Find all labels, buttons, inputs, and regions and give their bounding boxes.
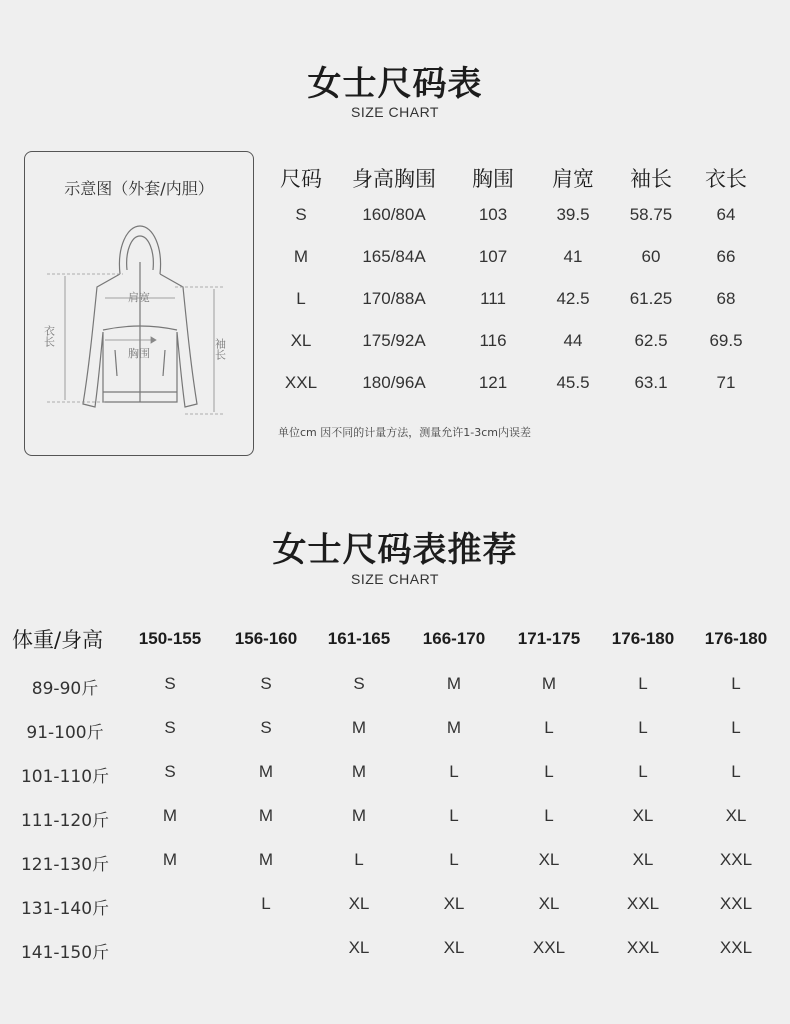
size-cell: 66 xyxy=(716,247,736,266)
size-cell: 71 xyxy=(716,373,736,392)
size-cell: 107 xyxy=(478,247,508,266)
size-cell: XL xyxy=(290,331,312,350)
recommend-cell: L xyxy=(731,718,741,737)
weight-row-label: 121-130斤 xyxy=(20,855,110,875)
height-col-header: 150-155 xyxy=(138,629,202,648)
recommend-cell: XXL xyxy=(719,850,753,869)
recommend-cell: XL xyxy=(725,806,747,825)
recommend-title: 女士尺码表推荐 xyxy=(272,530,518,570)
recommend-cell: L xyxy=(449,762,459,781)
diagram-caption: 示意图（外套/内胆） xyxy=(64,179,214,198)
weight-row-label: 111-120斤 xyxy=(20,811,110,831)
recommend-cell: L xyxy=(731,674,741,693)
label-shoulder: 肩宽 xyxy=(128,291,150,304)
recommend-cell: L xyxy=(544,718,554,737)
size-cell: 60 xyxy=(641,247,661,266)
recommend-cell: XXL xyxy=(626,894,660,913)
size-col-header: 身高胸围 xyxy=(352,167,436,191)
recommend-cell: S xyxy=(164,762,176,781)
size-cell: 42.5 xyxy=(556,289,590,308)
weight-row-label: 101-110斤 xyxy=(20,767,110,787)
height-col-header: 176-180 xyxy=(611,629,675,648)
recommend-cell: M xyxy=(541,674,557,693)
size-cell: 41 xyxy=(563,247,583,266)
height-col-header: 161-165 xyxy=(327,629,391,648)
recommend-cell: XL xyxy=(632,850,654,869)
recommend-cell: XXL xyxy=(626,938,660,957)
recommend-cell: L xyxy=(638,762,648,781)
size-cell: 63.1 xyxy=(634,373,668,392)
recommend-cell: XL xyxy=(348,894,370,913)
height-col-header: 171-175 xyxy=(517,629,581,648)
height-col-header: 156-160 xyxy=(234,629,298,648)
recommend-cell: L xyxy=(261,894,271,913)
label-length: 衣长 xyxy=(42,325,56,347)
size-chart-title: 女士尺码表 xyxy=(307,64,483,104)
recommend-cell: S xyxy=(164,718,176,737)
recommend-cell: S xyxy=(353,674,365,693)
size-cell: 170/88A xyxy=(362,289,426,308)
recommend-cell: XXL xyxy=(532,938,566,957)
recommend-cell: M xyxy=(351,718,367,737)
recommend-cell: M xyxy=(446,718,462,737)
size-chart-subtitle: SIZE CHART xyxy=(351,104,439,120)
recommend-cell: S xyxy=(164,674,176,693)
recommend-cell: M xyxy=(446,674,462,693)
measurement-note: 单位cm 因不同的计量方法，测量允许1-3cm内误差 xyxy=(278,426,531,439)
recommend-cell: M xyxy=(162,806,178,825)
recommend-cell: XXL xyxy=(719,938,753,957)
size-col-header: 尺码 xyxy=(280,167,322,191)
recommend-cell: L xyxy=(354,850,364,869)
size-cell: 103 xyxy=(478,205,508,224)
recommend-cell: L xyxy=(544,762,554,781)
weight-height-corner: 体重/身高 xyxy=(12,628,104,652)
size-col-header: 胸围 xyxy=(472,167,514,191)
recommend-cell: XL xyxy=(538,850,560,869)
recommend-cell: L xyxy=(449,850,459,869)
recommend-cell: M xyxy=(162,850,178,869)
recommend-cell: XL xyxy=(348,938,370,957)
size-cell: 64 xyxy=(716,205,736,224)
weight-row-label: 131-140斤 xyxy=(20,899,110,919)
size-cell: 165/84A xyxy=(362,247,426,266)
recommend-cell: L xyxy=(731,762,741,781)
size-cell: 111 xyxy=(480,289,506,308)
recommend-cell: XXL xyxy=(719,894,753,913)
size-cell: 44 xyxy=(563,331,583,350)
size-cell: L xyxy=(296,289,306,308)
weight-row-label: 91-100斤 xyxy=(26,723,104,743)
size-col-header: 肩宽 xyxy=(552,167,594,191)
size-col-header: 衣长 xyxy=(705,167,747,191)
recommend-cell: S xyxy=(260,718,272,737)
size-cell: 175/92A xyxy=(362,331,426,350)
recommend-cell: M xyxy=(351,806,367,825)
recommend-cell: XL xyxy=(632,806,654,825)
size-cell: 58.75 xyxy=(629,205,673,224)
size-col-header: 袖长 xyxy=(630,167,672,191)
recommend-cell: L xyxy=(544,806,554,825)
weight-row-label: 89-90斤 xyxy=(31,679,99,699)
size-cell: 116 xyxy=(479,331,507,350)
label-chest: 胸围 xyxy=(128,347,150,360)
size-cell: 62.5 xyxy=(634,331,668,350)
size-cell: 39.5 xyxy=(556,205,590,224)
size-cell: 121 xyxy=(478,373,508,392)
recommend-cell: M xyxy=(258,762,274,781)
size-cell: 69.5 xyxy=(709,331,743,350)
size-cell: 68 xyxy=(716,289,736,308)
label-sleeve: 袖长 xyxy=(213,338,227,360)
size-cell: XXL xyxy=(284,373,318,392)
recommend-cell: XL xyxy=(443,894,465,913)
size-cell: 45.5 xyxy=(556,373,590,392)
size-cell: 180/96A xyxy=(362,373,426,392)
size-cell: 160/80A xyxy=(362,205,426,224)
height-col-header: 166-170 xyxy=(422,629,486,648)
recommend-cell: M xyxy=(351,762,367,781)
size-cell: S xyxy=(295,205,307,224)
recommend-cell: XL xyxy=(443,938,465,957)
size-cell: M xyxy=(293,247,309,266)
jacket-illustration xyxy=(25,152,255,457)
recommend-cell: L xyxy=(449,806,459,825)
recommend-cell: M xyxy=(258,850,274,869)
recommend-cell: XL xyxy=(538,894,560,913)
recommend-cell: L xyxy=(638,674,648,693)
height-col-header: 176-180 xyxy=(704,629,768,648)
recommend-subtitle: SIZE CHART xyxy=(351,571,439,587)
recommend-cell: S xyxy=(260,674,272,693)
jacket-diagram-box xyxy=(24,151,254,456)
recommend-cell: L xyxy=(638,718,648,737)
recommend-cell: M xyxy=(258,806,274,825)
weight-row-label: 141-150斤 xyxy=(20,943,110,963)
size-cell: 61.25 xyxy=(629,289,673,308)
